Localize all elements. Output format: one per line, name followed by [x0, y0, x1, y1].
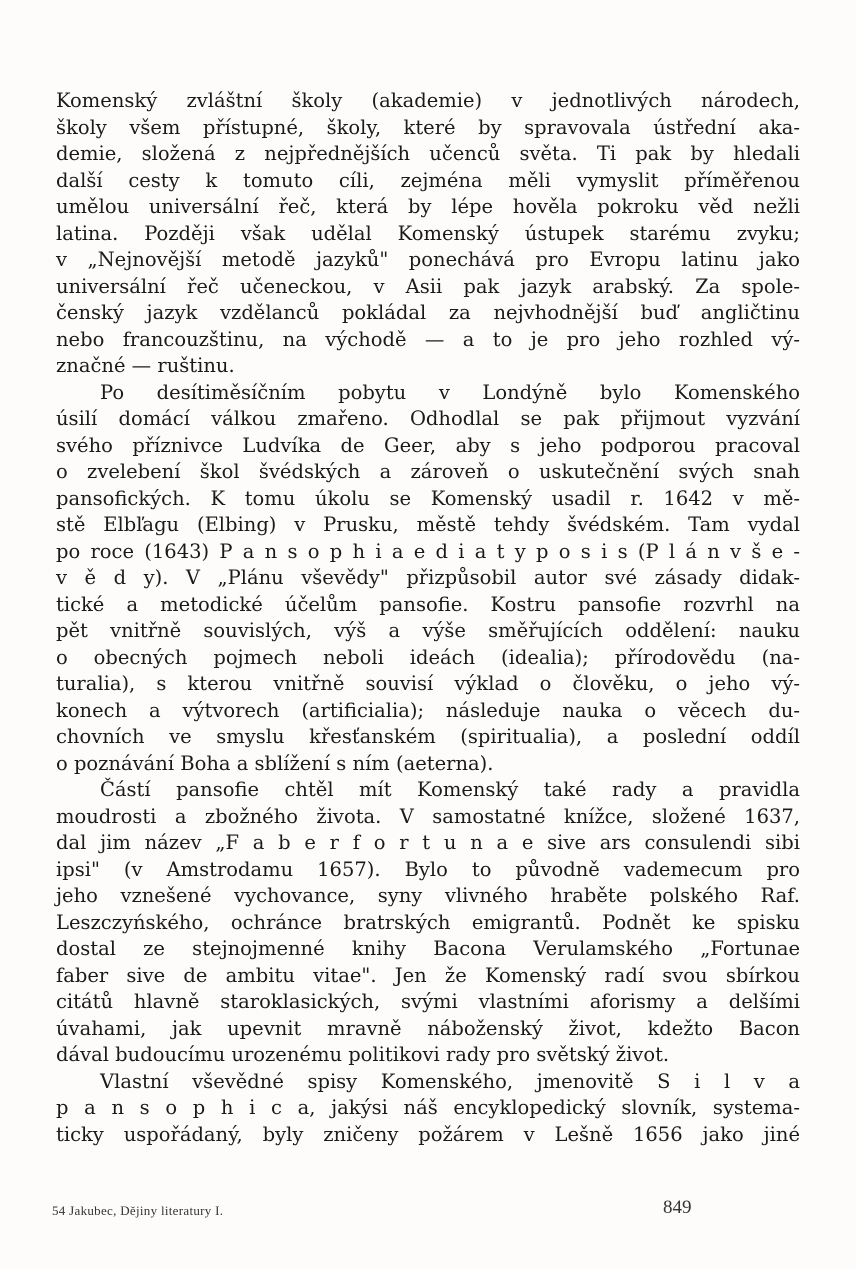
text-line: ticky uspořádaný, byly zničeny požárem v Lešně 1656 jako jiné	[56, 1122, 800, 1146]
text-line: úvahami, jak upevnit mravně náboženský život, kdežto Bacon	[56, 1016, 800, 1040]
text-line: demie, složená z nejpřednějších učenců světa. Ti pak by hledali	[56, 142, 800, 165]
text-line: konech a výtvorech (artificialia); následuje nauka o věcech du-	[56, 698, 800, 722]
text-line: dal jim název „F a b e r f o r t u n a e sive ars consulendi sibi	[56, 831, 800, 854]
text-line: Částí pansofie chtěl mít Komenský také rady a pravidla	[100, 778, 800, 801]
text-line: Vlastní vševědné spisy Komenského, jmenovitě S i l v a	[100, 1069, 800, 1093]
text-line: Po desítiměsíčním pobytu v Londýně bylo Komenského	[100, 380, 800, 404]
text-line: v „Nejnovější metodě jazyků" ponechává pro Evropu latinu jako	[56, 248, 800, 271]
text-line: Leszczyńského, ochránce bratrských emigrantů. Podnět ke spisku	[56, 910, 800, 934]
text-line: svého příznivce Ludvíka de Geer, aby s jeho podporou pracoval	[56, 433, 800, 457]
text-line: čenský jazyk vzdělanců pokládal za nejvhodnější buď angličtinu	[56, 301, 800, 324]
text-line: universální řeč učeneckou, v Asii pak jazyk arabský. Za spole-	[56, 274, 800, 298]
text-line: pět vnitřně souvislých, výš a výše směřujících oddělení: nauku	[56, 619, 800, 642]
text-line: úsilí domácí válkou zmařeno. Odhodlal se pak přijmout vyzvání	[56, 407, 800, 430]
text-line: jeho vznešené vychovance, syny vlivného hraběte polského Raf.	[56, 884, 800, 907]
text-line: pansofických. K tomu úkolu se Komenský usadil r. 1642 v mě-	[56, 486, 800, 510]
text-line: školy všem přístupné, školy, které by spravovala ústřední aka-	[56, 115, 800, 139]
text-line: o poznávání Boha a sblížení s ním (aeterna).	[56, 751, 494, 775]
footer-signature: 54 Jakubec, Dějiny literatury I.	[52, 1203, 224, 1218]
text-line: po roce (1643) P a n s o p h i a e d i a t y p o s i s (P l á n v š e -	[56, 539, 800, 563]
text-line: další cesty k tomuto cíli, zejména měli vymyslit příměřenou	[56, 168, 800, 192]
text-line: Komenský zvláštní školy (akademie) v jednotlivých národech,	[56, 89, 800, 112]
text-line: ipsi" (v Amstrodamu 1657). Bylo to původně vademecum pro	[56, 857, 800, 881]
text-line: dostal ze stejnojmenné knihy Bacona Verulamského „Fortunae	[56, 937, 800, 960]
text-line: p a n s o p h i c a, jakýsi náš encyklopedický slovník, systema-	[56, 1096, 800, 1119]
text-line: latina. Později však udělal Komenský ústupek starému zvyku;	[56, 221, 800, 245]
text-line: turalia), s kterou vnitřně souvisí výklad o člověku, o jeho vý-	[56, 672, 800, 695]
body-text	[56, 88, 800, 1148]
page-number: 849	[663, 1197, 692, 1218]
text-line: umělou universální řeč, která by lépe hověla pokroku věd nežli	[56, 195, 800, 218]
text-line: o zvelebení škol švédských a zároveň o uskutečnění svých snah	[56, 460, 800, 483]
text-line: tické a metodické účelům pansofie. Kostru pansofie rozvrhl na	[56, 592, 800, 616]
text-line: nebo francouzštinu, na východě — a to je pro jeho rozhled vý-	[56, 327, 800, 351]
text-line: v ě d y). V „Plánu vševědy" přizpůsobil autor své zásady didak-	[56, 566, 800, 589]
text-line: dával budoucímu urozenému politikovi rady pro světský život.	[56, 1043, 670, 1066]
text-line: faber sive de ambitu vitae". Jen že Komenský radí svou sbírkou	[56, 963, 800, 987]
text-line: o obecných pojmech neboli ideách (idealia); přírodovědu (na-	[56, 645, 800, 669]
text-line: moudrosti a zbožného života. V samostatné knížce, složené 1637,	[56, 804, 800, 828]
text-line: citátů hlavně staroklasických, svými vlastními aforismy a delšími	[56, 990, 800, 1013]
text-line: chovních ve smyslu křesťanském (spiritualia), a poslední oddíl	[56, 725, 800, 748]
text-line: stě Elbľagu (Elbing) v Prusku, městě tehdy švédském. Tam vydal	[56, 513, 800, 536]
text-line: značné — ruštinu.	[56, 354, 235, 377]
page-footer	[52, 1197, 696, 1221]
